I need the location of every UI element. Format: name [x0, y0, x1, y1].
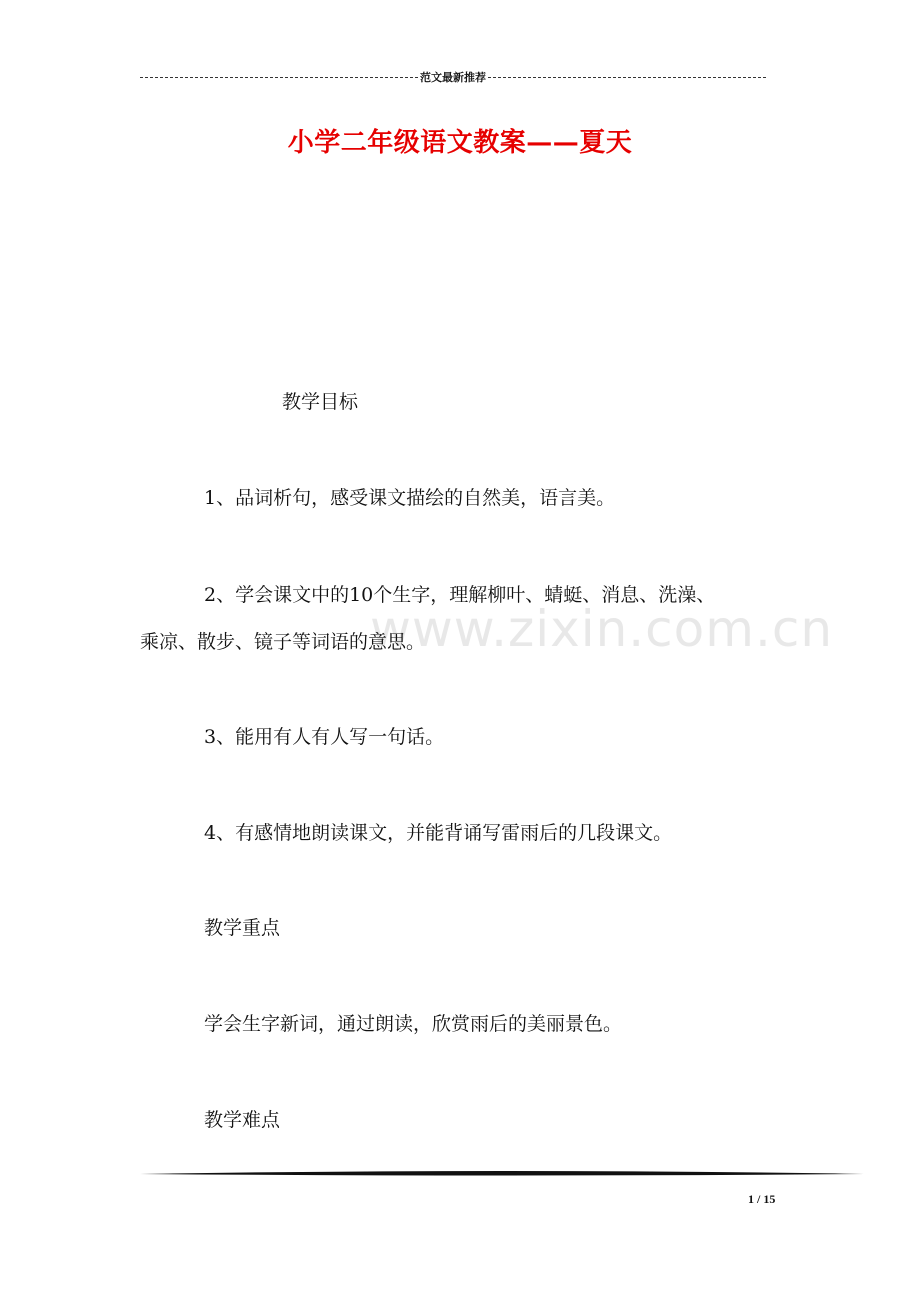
header-label: 范文最新推荐 [420, 71, 486, 84]
header-dash-left [140, 77, 418, 78]
header-dash-right [488, 77, 766, 78]
document-title: 小学二年级语文教案——夏天 [287, 128, 633, 158]
objective-3: 3、能用有人有人写一句话。 [204, 726, 445, 748]
key-points-text: 学会生字新词，通过朗读，欣赏雨后的美丽景色。 [204, 1013, 623, 1035]
objectives-heading: 教学目标 [282, 391, 359, 413]
objective-2-line-1: 2、学会课文中的10个生字，理解柳叶、蜻蜓、消息、洗澡、 [204, 584, 716, 606]
watermark: www.zixin.com.cn [370, 600, 834, 658]
footer-rule [140, 1168, 864, 1180]
page-number: 1 / 15 [748, 1192, 776, 1206]
objective-1: 1、品词析句，感受课文描绘的自然美，语言美。 [204, 487, 616, 509]
page-header [140, 68, 766, 86]
objective-2-line-2: 乘凉、散步、镜子等词语的意思。 [140, 631, 426, 653]
key-points-heading: 教学重点 [204, 917, 281, 939]
objective-4: 4、有感情地朗读课文，并能背诵写雷雨后的几段课文。 [204, 822, 673, 844]
difficulty-heading: 教学难点 [204, 1109, 281, 1131]
